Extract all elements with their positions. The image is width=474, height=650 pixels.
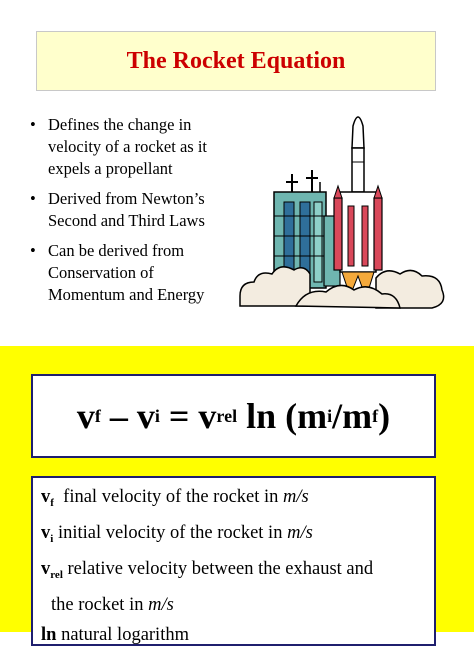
definitions-box — [31, 476, 436, 646]
slide-rocket-equation-formula — [0, 346, 474, 645]
bullet-item: • Can be derived from Conservation of Momentum and Energy — [30, 241, 205, 304]
title-box — [36, 31, 436, 91]
definition-relative-velocity: $v_{rel}$ relative velocity between the exhaust and — [41, 559, 374, 581]
definition-initial-velocity: $v_i$ initial velocity of the rocket in m/s — [41, 523, 313, 545]
bullet-marker: • — [30, 241, 36, 260]
equation-box: v f – v i = v rel ln (m i /m f ) — [31, 374, 436, 458]
definition-natural-log: ln natural logarithm — [41, 625, 189, 645]
slide-title: The Rocket Equation — [126, 47, 346, 74]
definition-final-velocity: $v_f$ final velocity of the rocket in m/s — [41, 487, 309, 509]
bullet-item: • Derived from Newton’s Second and Third Laws — [30, 189, 205, 230]
definition-relative-velocity-continued: the rocket in m/s — [51, 595, 174, 615]
bullet-marker: • — [30, 189, 36, 208]
bullet-list — [30, 114, 242, 314]
rocket-icon — [334, 117, 382, 272]
bullet-marker: • — [30, 115, 36, 134]
bullet-item: • Defines the change in velocity of a rocket as it expels a propellant — [30, 115, 207, 178]
rocket-launch-illustration — [236, 106, 448, 318]
